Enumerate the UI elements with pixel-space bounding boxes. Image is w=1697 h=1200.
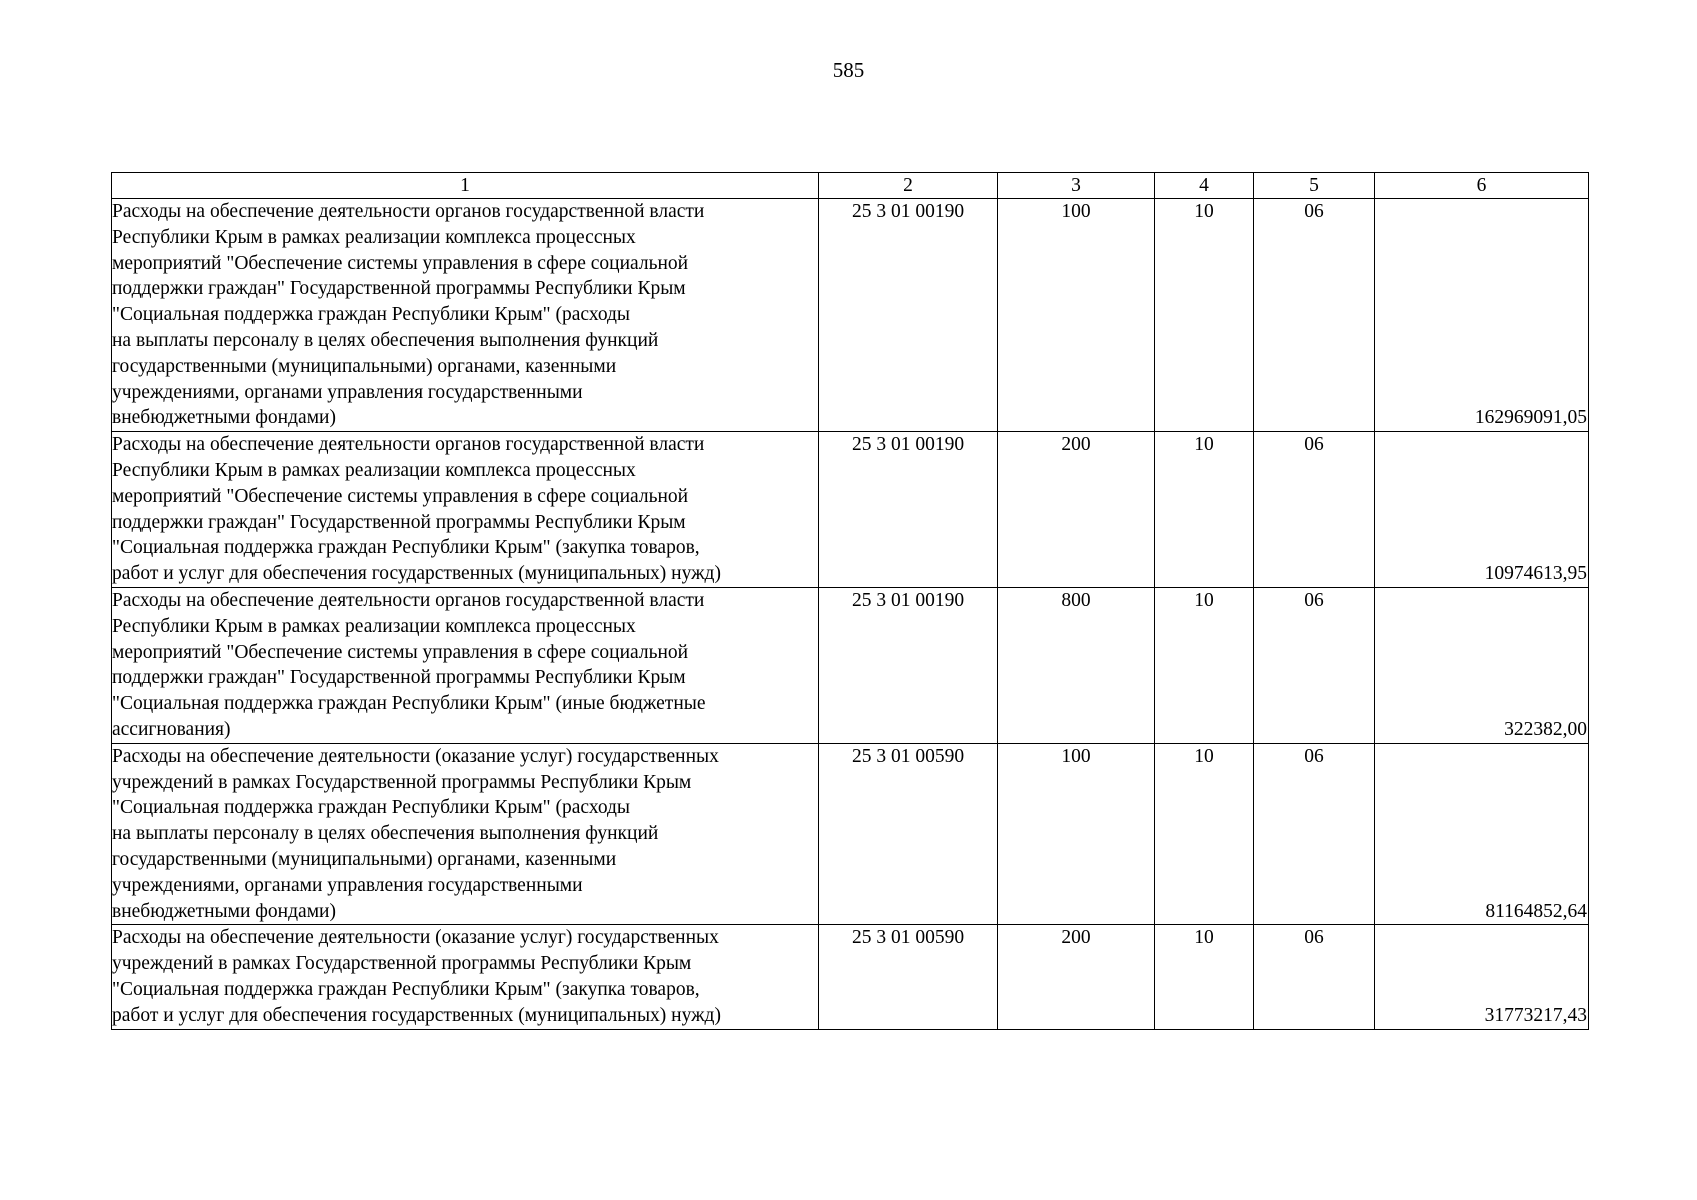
expense-type-code: 100	[998, 743, 1155, 925]
description-line: Расходы на обеспечение деятельности (оказание услуг) государственных	[112, 927, 719, 949]
section-code: 10	[1155, 432, 1254, 588]
description-line: Расходы на обеспечение деятельности органов государственной власти	[112, 589, 705, 611]
description-line: поддержки граждан" Государственной программы Республики Крым	[112, 511, 686, 533]
description-line: поддержки граждан" Государственной программы Республики Крым	[112, 667, 686, 689]
description-line: Республики Крым в рамках реализации комплекса процессных	[112, 615, 636, 637]
column-header: 2	[819, 173, 998, 199]
subsection-code: 06	[1254, 743, 1375, 925]
description-line: учреждениями, органами управления государственными	[112, 381, 583, 403]
description-line: поддержки граждан" Государственной программы Республики Крым	[112, 278, 686, 300]
description-line: "Социальная поддержка граждан Республики Крым" (закупка товаров,	[112, 978, 700, 1000]
description-line: Республики Крым в рамках реализации комплекса процессных	[112, 226, 636, 248]
subsection-code: 06	[1254, 587, 1375, 743]
column-header: 4	[1155, 173, 1254, 199]
amount: 31773217,43	[1375, 925, 1589, 1029]
column-header: 5	[1254, 173, 1375, 199]
description-line: мероприятий "Обеспечение системы управления в сфере социальной	[112, 485, 689, 507]
expense-description	[112, 925, 819, 1029]
description-line: Республики Крым в рамках реализации комплекса процессных	[112, 459, 636, 481]
section-code: 10	[1155, 587, 1254, 743]
description-line: Расходы на обеспечение деятельности органов государственной власти	[112, 434, 705, 456]
expense-description	[112, 199, 819, 432]
description-line: "Социальная поддержка граждан Республики Крым" (закупка товаров,	[112, 537, 700, 559]
description-line: Расходы на обеспечение деятельности (оказание услуг) государственных	[112, 745, 719, 767]
description-line: ассигнования)	[112, 718, 231, 740]
table-row	[112, 432, 1589, 588]
target-article-code: 25 3 01 00190	[819, 199, 998, 432]
target-article-code: 25 3 01 00190	[819, 587, 998, 743]
description-line: "Социальная поддержка граждан Республики Крым" (расходы	[112, 797, 631, 819]
description-line: государственными (муниципальными) органами, казенными	[112, 355, 617, 377]
description-line: государственными (муниципальными) органами, казенными	[112, 848, 617, 870]
amount: 10974613,95	[1375, 432, 1589, 588]
section-code: 10	[1155, 925, 1254, 1029]
target-article-code: 25 3 01 00590	[819, 925, 998, 1029]
description-line: мероприятий "Обеспечение системы управления в сфере социальной	[112, 641, 689, 663]
amount: 81164852,64	[1375, 743, 1589, 925]
description-line: учреждениями, органами управления государственными	[112, 874, 583, 896]
expense-description	[112, 432, 819, 588]
subsection-code: 06	[1254, 199, 1375, 432]
description-line: мероприятий "Обеспечение системы управления в сфере социальной	[112, 252, 689, 274]
description-line: "Социальная поддержка граждан Республики Крым" (иные бюджетные	[112, 693, 706, 715]
description-line: работ и услуг для обеспечения государственных (муниципальных) нужд)	[112, 1004, 721, 1026]
header-row	[112, 173, 1589, 199]
section-code: 10	[1155, 199, 1254, 432]
expense-type-code: 200	[998, 432, 1155, 588]
description-line: на выплаты персоналу в целях обеспечения выполнения функций	[112, 823, 659, 845]
budget-table	[111, 172, 1589, 1030]
section-code: 10	[1155, 743, 1254, 925]
subsection-code: 06	[1254, 432, 1375, 588]
table-row	[112, 199, 1589, 432]
description-line: учреждений в рамках Государственной программы Республики Крым	[112, 953, 692, 975]
amount: 162969091,05	[1375, 199, 1589, 432]
expense-type-code: 200	[998, 925, 1155, 1029]
column-header: 6	[1375, 173, 1589, 199]
description-line: внебюджетными фондами)	[112, 900, 336, 922]
description-line: "Социальная поддержка граждан Республики Крым" (расходы	[112, 304, 631, 326]
subsection-code: 06	[1254, 925, 1375, 1029]
table-row	[112, 925, 1589, 1029]
expense-description	[112, 743, 819, 925]
table-row	[112, 587, 1589, 743]
description-line: учреждений в рамках Государственной программы Республики Крым	[112, 771, 692, 793]
description-line: работ и услуг для обеспечения государственных (муниципальных) нужд)	[112, 563, 721, 585]
amount: 322382,00	[1375, 587, 1589, 743]
expense-type-code: 100	[998, 199, 1155, 432]
expense-type-code: 800	[998, 587, 1155, 743]
expense-description	[112, 587, 819, 743]
table-row	[112, 743, 1589, 925]
description-line: внебюджетными фондами)	[112, 407, 336, 429]
page-number: 585	[832, 58, 865, 82]
description-line: на выплаты персоналу в целях обеспечения выполнения функций	[112, 329, 659, 351]
column-header: 1	[112, 173, 819, 199]
target-article-code: 25 3 01 00190	[819, 432, 998, 588]
description-line: Расходы на обеспечение деятельности органов государственной власти	[112, 201, 705, 222]
target-article-code: 25 3 01 00590	[819, 743, 998, 925]
column-header: 3	[998, 173, 1155, 199]
